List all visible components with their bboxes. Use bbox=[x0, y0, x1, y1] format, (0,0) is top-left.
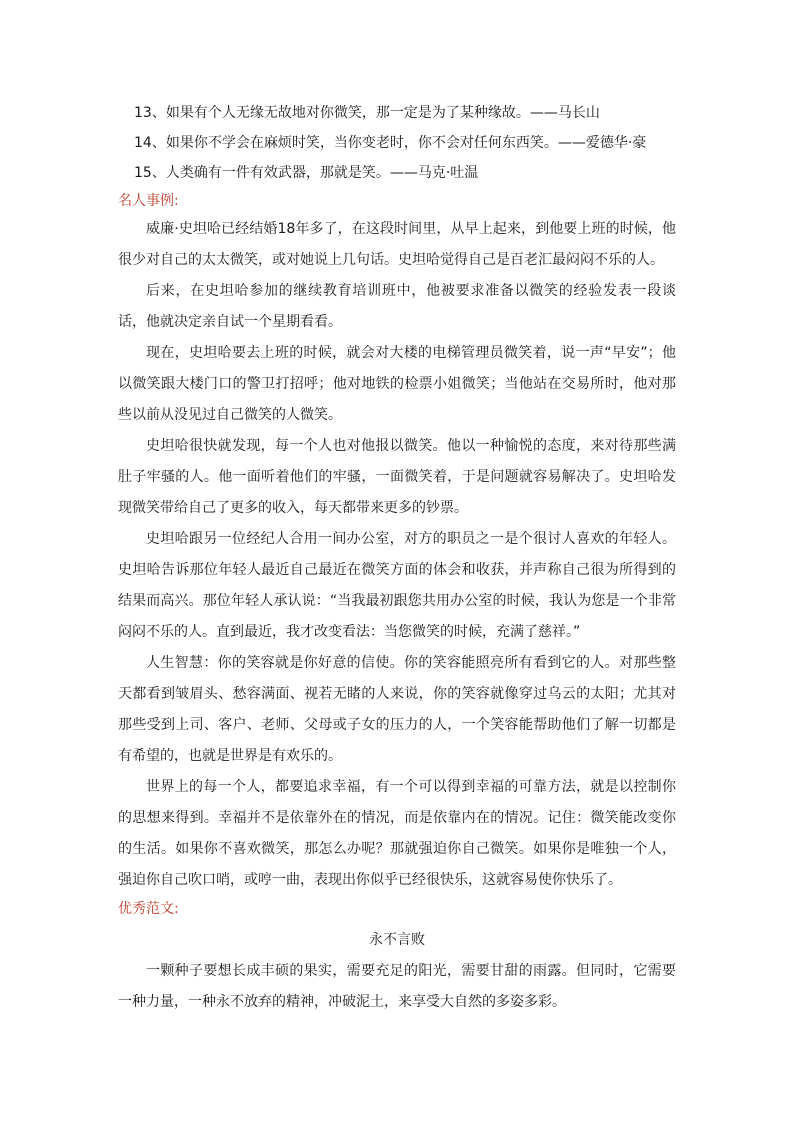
celebrity-paragraph-2: 后来，在史坦哈参加的继续教育培训班中，他被要求准备以微笑的经验发表一段谈话，他就决定亲自试一个星期看看。 bbox=[118, 283, 676, 330]
celebrity-paragraph-4: 史坦哈很快就发现，每一个人也对他报以微笑。他以一种愉悦的态度，来对待那些满肚子牢骚的人。他一面听着他们的牢骚，一面微笑着，于是问题就容易解决了。史坦哈发现微笑带给自己了更多的收入，每天都带来更多的钞票。 bbox=[118, 438, 676, 516]
quote-14: 14、如果你不学会在麻烦时笑，当你变老时，你不会对任何东西笑。——爱德华·豪 bbox=[134, 135, 647, 151]
happiness-paragraph: 世界上的每一个人，都要追求幸福，有一个可以得到幸福的可靠方法，就是以控制你的思想来得到。幸福并不是依靠外在的情况，而是依靠内在的情况。记住：微笑能改变你的生活。如果你不喜欢微笑，那怎么办呢？那就强迫你自己微笑。如果你是唯独一个人，强迫你自己吹口哨，或哼一曲，表现出你似乎已经很快乐，这就容易使你快乐了。 bbox=[118, 779, 676, 888]
celebrity-paragraph-3: 现在，史坦哈要去上班的时候，就会对大楼的电梯管理员微笑着，说一声“早安”；他以微笑跟大楼门口的警卫打招呼；他对地铁的检票小姐微笑；当他站在交易所时，他对那些以前从没见过自己微笑的人微笑。 bbox=[118, 345, 676, 423]
essay-title: 永不言败 bbox=[369, 932, 425, 948]
celebrity-paragraph-1: 威廉·史坦哈已经结婚18年多了，在这段时间里，从早上起来，到他要上班的时候，他很少对自己的太太微笑，或对她说上几句话。史坦哈觉得自己是百老汇最闷闷不乐的人。 bbox=[118, 221, 676, 268]
celebrity-section-label: 名人事例: bbox=[118, 193, 179, 209]
document-page bbox=[118, 98, 676, 1018]
quote-15: 15、人类确有一件有效武器，那就是笑。——马克·吐温 bbox=[134, 165, 479, 181]
life-wisdom-paragraph: 人生智慧：你的笑容就是你好意的信使。你的笑容能照亮所有看到它的人。对那些整天都看到皱眉头、愁容满面、视若无睹的人来说，你的笑容就像穿过乌云的太阳；尤其对那些受到上司、客户、老师、父母或子女的压力的人，一个笑容能帮助他们了解一切都是有希望的，也就是世界是有欢乐的。 bbox=[118, 655, 676, 764]
essay-paragraph-1: 一颗种子要想长成丰硕的果实，需要充足的阳光，需要甘甜的雨露。但同时，它需要一种力量，一种永不放弃的精神，冲破泥土，来享受大自然的多姿多彩。 bbox=[118, 963, 676, 1010]
quote-13: 13、如果有个人无缘无故地对你微笑，那一定是为了某种缘故。——马长山 bbox=[134, 105, 600, 121]
essay-section-label: 优秀范文: bbox=[118, 901, 179, 917]
celebrity-paragraph-5: 史坦哈跟另一位经纪人合用一间办公室，对方的职员之一是个很讨人喜欢的年轻人。史坦哈告诉那位年轻人最近自己最近在微笑方面的体会和收获，并声称自己很为所得到的结果而高兴。那位年轻人承认说：“当我最初跟您共用办公室的时候，我认为您是一个非常闷闷不乐的人。直到最近，我才改变看法：当您微笑的时候，充满了慈祥。” bbox=[118, 531, 676, 640]
